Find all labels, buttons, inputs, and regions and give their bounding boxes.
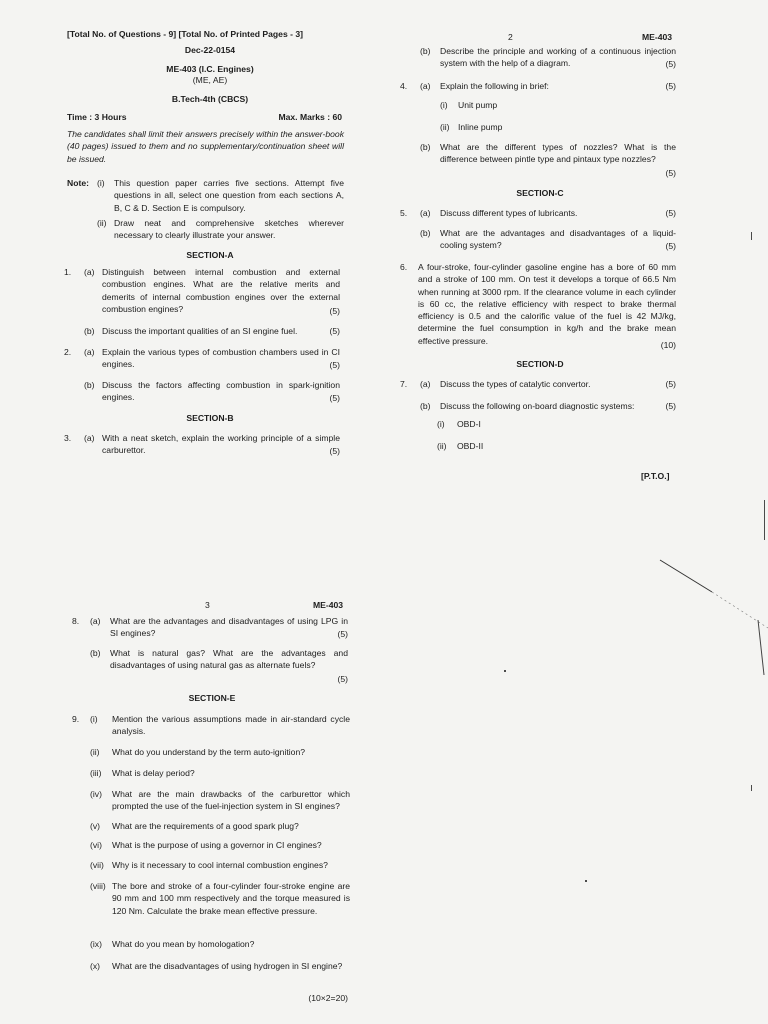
sub-item-text: Inline pump <box>458 122 503 132</box>
item-text: What is delay period? <box>112 768 195 778</box>
part-label: (a) <box>84 433 95 443</box>
item-number: (i) <box>90 714 98 724</box>
question-text: What are the different types of nozzles? What is the difference between pintle type and pintaux type nozzles? <box>440 142 676 165</box>
marks-label: (5) <box>665 379 676 389</box>
item-number: (ix) <box>90 939 102 949</box>
max-marks-label: Max. Marks : 60 <box>278 112 342 122</box>
scan-dot <box>751 785 752 791</box>
question-number: 3. <box>64 433 72 443</box>
paper-code: ME-403 <box>642 32 673 42</box>
question-number: 5. <box>400 208 408 218</box>
marks-label: (5) <box>665 208 676 218</box>
marks-label: (5) <box>665 401 676 411</box>
question-2a <box>64 346 346 374</box>
question-number: 4. <box>400 81 408 91</box>
marks-label: (5) <box>329 446 340 456</box>
part-label: (a) <box>84 347 95 357</box>
question-text: Distinguish between internal combustion and external combustion engines. What are the relative merits and demerits of internal combustion engines over the external combustion engines? <box>102 267 340 314</box>
branch-line: (ME, AE) <box>192 75 228 85</box>
question-9-marks: (10×2=20) <box>308 993 348 1003</box>
question-text: Describe the principle and working of a continuous injection system with the help of a diagram. <box>440 46 676 69</box>
item-number: (ii) <box>90 747 100 757</box>
section-d-heading: SECTION-D <box>516 359 564 369</box>
question-text: Discuss the types of catalytic convertor. <box>440 379 591 389</box>
question-text: Discuss the important qualities of an SI engine fuel. <box>102 326 298 336</box>
item-text: Why is it necessary to cool internal combustion engines? <box>112 860 328 870</box>
question-9-item <box>90 788 350 816</box>
part-label: (b) <box>84 326 95 336</box>
time-label: Time : 3 Hours <box>67 112 127 122</box>
question-number: 9. <box>72 714 80 724</box>
question-1b <box>64 325 346 339</box>
item-text: What are the requirements of a good spark plug? <box>112 821 299 831</box>
part-label: (b) <box>420 142 431 152</box>
question-9-item <box>90 938 350 952</box>
section-a-heading: SECTION-A <box>186 250 234 260</box>
part-label: (a) <box>420 379 431 389</box>
item-number: (v) <box>90 821 101 831</box>
question-3b <box>400 45 680 73</box>
question-9-item <box>90 713 350 741</box>
question-number: 7. <box>400 379 408 389</box>
note-ii-number: (ii) <box>97 218 107 228</box>
question-number: 2. <box>64 347 72 357</box>
item-number: (viii) <box>90 881 106 891</box>
item-number: (x) <box>90 961 101 971</box>
question-9-item <box>90 820 350 834</box>
paper-code: Dec-22-0154 <box>184 45 236 55</box>
item-number: (vii) <box>90 860 104 870</box>
note-ii-text: Draw neat and comprehensive sketches wherever necessary to clearly illustrate your answer. <box>114 218 344 241</box>
question-4a <box>400 80 680 94</box>
question-text: Discuss different types of lubricants. <box>440 208 578 218</box>
marks-label: (5) <box>329 393 340 403</box>
question-text: Discuss the factors affecting combustion in spark-ignition engines. <box>102 380 340 403</box>
question-9-item <box>90 880 350 934</box>
question-text: What are the advantages and disadvantages of using LPG in SI engines? <box>110 616 348 639</box>
sub-item-text: OBD-II <box>457 441 484 451</box>
marks-label: (5) <box>665 241 676 251</box>
item-text: What are the main drawbacks of the carburettor which prompted the use of the fuel-injection system in SI engines? <box>112 789 350 812</box>
question-9-item <box>90 746 350 760</box>
page-number: 2 <box>508 32 513 42</box>
sub-item-number: (i) <box>440 100 448 110</box>
question-7a <box>400 378 680 392</box>
part-label: (b) <box>90 648 101 658</box>
item-number: (iii) <box>90 768 102 778</box>
question-number: 1. <box>64 267 72 277</box>
note-i-number: (i) <box>97 178 105 188</box>
question-4b <box>400 141 680 181</box>
scan-artifact-lines <box>640 540 768 680</box>
program-line: B.Tech-4th (CBCS) <box>171 94 249 104</box>
question-8b <box>72 647 352 687</box>
part-label: (b) <box>420 401 431 411</box>
question-number: 6. <box>400 262 408 272</box>
question-9-item <box>90 960 350 988</box>
scan-dot <box>504 670 506 672</box>
marks-label: (5) <box>329 326 340 336</box>
question-9-item <box>90 767 350 781</box>
item-text: What do you understand by the term auto-ignition? <box>112 747 305 757</box>
question-number: 8. <box>72 616 80 626</box>
item-text: What do you mean by homologation? <box>112 939 255 949</box>
question-text: What is natural gas? What are the advantages and disadvantages of using natural gas as alternate fuels? <box>110 648 348 671</box>
part-label: (b) <box>84 380 95 390</box>
marks-label: (5) <box>665 168 676 178</box>
part-label: (b) <box>420 228 431 238</box>
question-text: With a neat sketch, explain the working principle of a simple carburettor. <box>102 433 340 456</box>
paper-header-line: [Total No. of Questions - 9] [Total No. of Printed Pages - 3] <box>67 29 304 39</box>
item-text: Mention the various assumptions made in air-standard cycle analysis. <box>112 714 350 737</box>
item-text: The bore and stroke of a four-cylinder four-stroke engine are 90 mm and 100 mm respectively and the torque measured is 120 Nm. Calculate the brake mean effective pressure. <box>112 881 350 916</box>
item-text: What are the disadvantages of using hydrogen in SI engine? <box>112 961 343 971</box>
marks-label: (5) <box>337 629 348 639</box>
item-number: (vi) <box>90 840 102 850</box>
question-9-item <box>90 859 350 873</box>
scan-edge-mark <box>764 500 765 540</box>
marks-label: (5) <box>329 360 340 370</box>
scan-dot <box>751 232 752 240</box>
instruction-text: The candidates shall limit their answers precisely within the answer-book (40 pages) issued to them and no supplementary/continuation sheet will be issued. <box>67 129 344 164</box>
question-text: What are the advantages and disadvantages of a liquid-cooling system? <box>440 228 676 251</box>
course-title: ME-403 (I.C. Engines) <box>166 64 254 74</box>
part-label: (a) <box>420 208 431 218</box>
marks-label: (10) <box>660 340 676 350</box>
question-7b <box>400 400 680 414</box>
note-label: Note: <box>67 178 89 188</box>
part-label: (a) <box>420 81 431 91</box>
question-6 <box>400 261 680 353</box>
part-label: (b) <box>420 46 431 56</box>
item-text: What is the purpose of using a governor in CI engines? <box>112 840 322 850</box>
marks-label: (5) <box>665 59 676 69</box>
section-c-heading: SECTION-C <box>516 188 564 198</box>
question-5b <box>400 227 680 255</box>
sub-item-number: (ii) <box>437 441 447 451</box>
question-8a <box>72 615 352 643</box>
paper-code: ME-403 <box>313 600 344 610</box>
pto-label: [P.T.O.] <box>641 471 670 481</box>
marks-label: (5) <box>337 674 348 684</box>
question-text: Discuss the following on-board diagnostic systems: <box>440 401 635 411</box>
question-text: Explain the following in brief: <box>440 81 549 91</box>
marks-label: (5) <box>329 306 340 316</box>
question-3a <box>64 432 346 460</box>
sub-item-text: Unit pump <box>458 100 498 110</box>
marks-label: (5) <box>665 81 676 91</box>
part-label: (a) <box>90 616 101 626</box>
part-label: (a) <box>84 267 95 277</box>
section-e-heading: SECTION-E <box>188 693 236 703</box>
sub-item-text: OBD-I <box>457 419 481 429</box>
question-text: Explain the various types of combustion chambers used in CI engines. <box>102 347 340 370</box>
question-text: A four-stroke, four-cylinder gasoline engine has a bore of 60 mm and a stroke of 100 mm. On test it develops a torque of 66.5 Nm when running at 3000 rpm. If the clearance volume in each cylinder is 60 cc, the relative efficiency with respect to brake thermal efficiency is 0.5 and the calorific value of the fuel is 42 MJ/kg, determine the fuel consumption in kg/h and the brake mean effective pressure. <box>418 262 676 346</box>
page-number: 3 <box>205 600 210 610</box>
section-b-heading: SECTION-B <box>186 413 234 423</box>
sub-item-number: (ii) <box>440 122 450 132</box>
sub-item-number: (i) <box>437 419 445 429</box>
question-1a <box>64 266 346 316</box>
question-2b <box>64 379 346 407</box>
item-number: (iv) <box>90 789 102 799</box>
question-5a <box>400 207 680 221</box>
note-i-text: This question paper carries five sections. Attempt five questions in all, select one question from each sections A, B, C & D. Section E is compulsory. <box>114 178 344 213</box>
question-9-item <box>90 839 350 853</box>
scan-dot <box>585 880 587 882</box>
